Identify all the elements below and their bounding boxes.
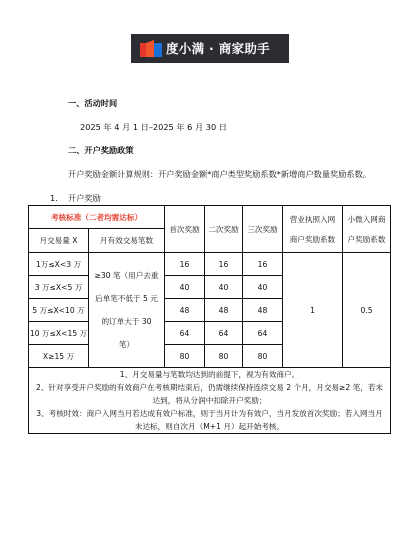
- first-reward-value: 80: [165, 345, 205, 368]
- notes-row: [29, 368, 391, 434]
- third-reward-value: 16: [243, 253, 283, 276]
- header-second-reward: 二次奖励: [205, 206, 243, 253]
- third-reward-value: 80: [243, 345, 283, 368]
- header-valid-count: 月有效交易笔数: [89, 229, 165, 253]
- table-row: [29, 253, 391, 276]
- header-micro-coefficient: [343, 206, 391, 253]
- volume-range: 10 万≤X<15 万: [29, 322, 89, 345]
- brand-logo-icon: [140, 40, 162, 57]
- condition-line: 的订单大于 30: [101, 317, 152, 326]
- criteria-header: 考核标准（二者均需达标）: [29, 206, 165, 229]
- condition-line: 笔）: [118, 340, 135, 349]
- valid-count-condition: [89, 253, 165, 368]
- header-license-coefficient-line2: 商户奖励系数: [289, 234, 336, 244]
- section-title-reward-policy: 二、开户奖励政策: [68, 145, 134, 155]
- first-reward-value: 48: [165, 299, 205, 322]
- second-reward-value: 48: [205, 299, 243, 322]
- header-monthly-volume: 月交易量 X: [29, 229, 89, 253]
- volume-range: X≥15 万: [29, 345, 89, 368]
- item-number: 1.: [50, 193, 58, 203]
- item-label-account-reward: 开户奖励: [68, 193, 101, 203]
- section-title-activity-time: 一、活动时间: [68, 98, 118, 108]
- third-reward-value: 48: [243, 299, 283, 322]
- note-line: 2、针对享受开户奖励的有效商户在考核期结束后，仍需继续保持连续交易 2 个月，月交易≥2 笔，若未: [35, 383, 384, 392]
- header-first-reward: 首次奖励: [165, 206, 205, 253]
- third-reward-value: 64: [243, 322, 283, 345]
- note-line: 1、月交易量与笔数均达到的前提下，视为有效商户。: [119, 370, 300, 379]
- second-reward-value: 64: [205, 322, 243, 345]
- logo-text: 度小满 · 商家助手: [166, 41, 270, 56]
- header-micro-coefficient-line1: 小微入网商: [347, 214, 386, 224]
- note-line: 3、考核时效：商户入网当月若达成有效户标准，则于当月计为有效户，当月发放首次奖励；若入网当月: [36, 409, 383, 418]
- activity-period: 2025 年 4 月 1 日–2025 年 6 月 30 日: [80, 122, 227, 132]
- reward-rule: 开户奖励金额计算规则：开户奖励金额*商户类型奖励系数*新增商户数量奖励系数。: [68, 169, 371, 179]
- note-line: 达到，将从分润中扣除开户奖励；: [152, 396, 267, 405]
- note-line: 未达标，则自次月（M+1 月）起开始考核。: [134, 422, 285, 431]
- first-reward-value: 64: [165, 322, 205, 345]
- second-reward-value: 80: [205, 345, 243, 368]
- volume-range: 5 万≤X<10 万: [29, 299, 89, 322]
- header-micro-coefficient-line2: 户奖励系数: [347, 234, 386, 244]
- third-reward-value: 40: [243, 276, 283, 299]
- reward-table: [28, 205, 391, 434]
- header-third-reward: 三次奖励: [243, 206, 283, 253]
- micro-coefficient-value: 0.5: [343, 253, 391, 368]
- first-reward-value: 40: [165, 276, 205, 299]
- volume-range: 3 万≤X<5 万: [29, 276, 89, 299]
- second-reward-value: 16: [205, 253, 243, 276]
- volume-range: 1万≤X<3 万: [29, 253, 89, 276]
- second-reward-value: 40: [205, 276, 243, 299]
- condition-line: ≥30 笔（用户去重: [94, 271, 159, 280]
- condition-line: 后单笔不低于 5 元: [95, 294, 158, 303]
- header-license-coefficient-line1: 营业执照入网: [289, 214, 336, 224]
- first-reward-value: 16: [165, 253, 205, 276]
- logo-banner: [131, 34, 289, 63]
- license-coefficient-value: 1: [283, 253, 343, 368]
- table-notes: [29, 368, 391, 434]
- header-license-coefficient: [283, 206, 343, 253]
